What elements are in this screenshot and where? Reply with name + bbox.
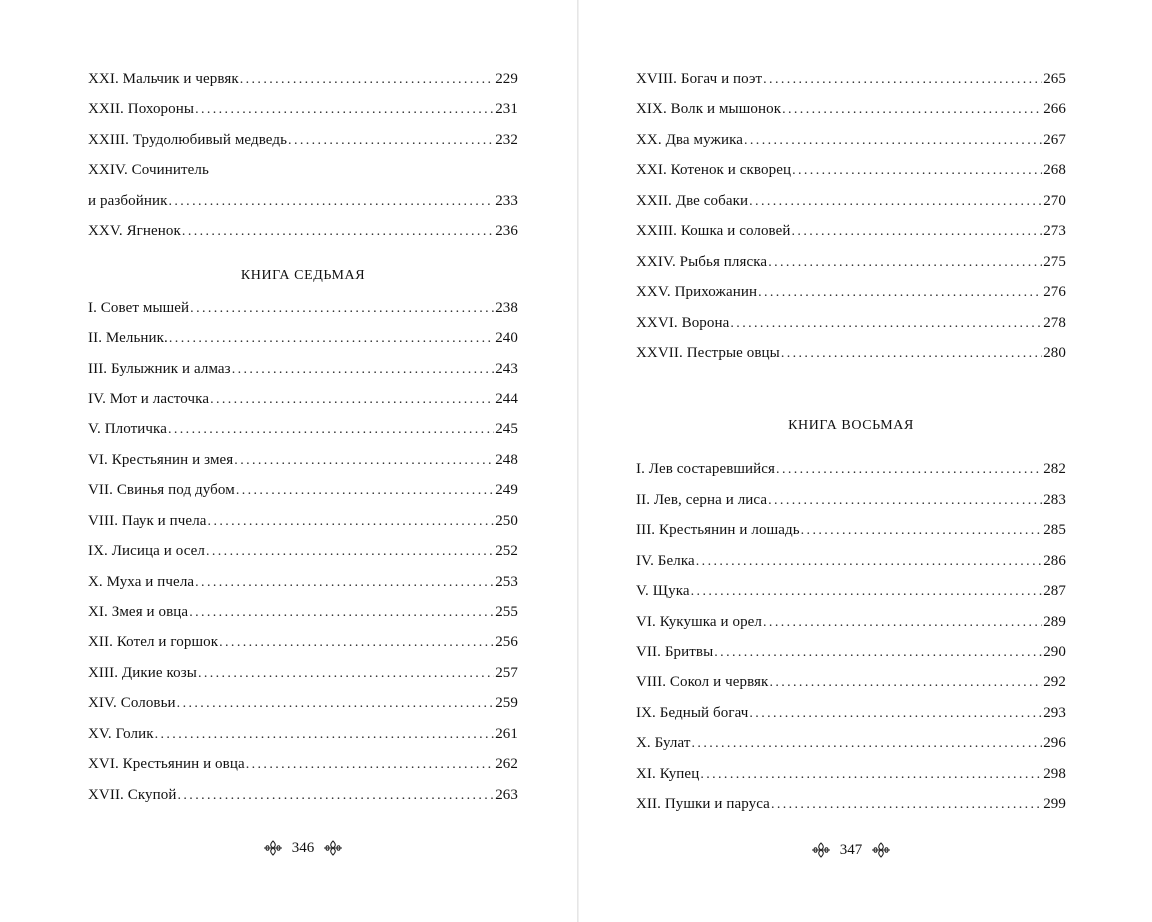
toc-entry-title: XXVI. Ворона xyxy=(636,314,730,331)
toc-entry-title: XVI. Крестьянин и овца xyxy=(88,756,245,773)
toc-entry-title: V. Плотичка xyxy=(88,421,167,438)
fleuron-icon xyxy=(870,841,892,859)
leader-dots xyxy=(771,794,1042,816)
toc-entry-title: XXII. Две собаки xyxy=(636,192,749,209)
toc-entry-title: XI. Купец xyxy=(636,765,700,782)
toc-entry-title: VII. Свинья под дубом xyxy=(88,482,235,499)
book-heading-seventh: КНИГА СЕДЬМАЯ xyxy=(240,267,366,283)
leader-dots xyxy=(700,764,1042,786)
toc-entry-page: 233 xyxy=(495,192,518,209)
leader-dots xyxy=(236,480,494,502)
toc-entry-title: IX. Бедный богач xyxy=(636,704,749,721)
toc-entry-page: 257 xyxy=(495,664,518,681)
leader-dots xyxy=(691,581,1043,603)
toc-entry-page: 262 xyxy=(495,756,518,773)
toc-entry-title: XXI. Котенок и скворец xyxy=(636,162,792,179)
toc-entry xyxy=(88,327,518,357)
toc-entry-page: 278 xyxy=(1043,314,1066,331)
toc-column-right xyxy=(636,68,1066,824)
toc-entry xyxy=(636,580,1066,610)
toc-entry xyxy=(636,458,1066,488)
fleuron-icon xyxy=(322,839,344,857)
page-number-footer xyxy=(636,838,1066,862)
leader-dots xyxy=(749,703,1042,725)
toc-entry-title: XXII. Похороны xyxy=(88,101,195,118)
leader-dots xyxy=(714,642,1042,664)
toc-entry-title: VIII. Сокол и червяк xyxy=(636,674,769,691)
toc-entry xyxy=(88,631,518,661)
toc-entry xyxy=(88,784,518,814)
book-heading-eighth: КНИГА ВОСЬМАЯ xyxy=(788,418,914,434)
toc-list-continued xyxy=(636,68,1066,372)
right-page xyxy=(579,0,1152,922)
toc-entry-title: XXIV. Рыбья пляска xyxy=(636,253,768,270)
toc-entry-page: 248 xyxy=(495,451,518,468)
toc-entry xyxy=(636,68,1066,98)
toc-entry-page: 287 xyxy=(1043,583,1066,600)
toc-column-left xyxy=(88,68,518,814)
toc-entry xyxy=(636,550,1066,580)
toc-entry-page: 253 xyxy=(495,573,518,590)
leader-dots xyxy=(730,313,1042,335)
toc-entry xyxy=(88,723,518,753)
toc-entry-title: X. Муха и пчела xyxy=(88,573,195,590)
toc-entry-page: 231 xyxy=(495,101,518,118)
toc-entry xyxy=(636,489,1066,519)
toc-entry-page: 292 xyxy=(1043,674,1066,691)
toc-entry-page: 245 xyxy=(495,421,518,438)
toc-entry-title: XXVII. Пестрые овцы xyxy=(636,344,780,361)
toc-entry xyxy=(88,510,518,540)
leader-dots xyxy=(177,693,495,715)
toc-list-book-seven xyxy=(88,297,518,814)
leader-dots xyxy=(232,359,494,381)
toc-entry xyxy=(88,571,518,601)
toc-entry-title: XVIII. Богач и поэт xyxy=(636,71,763,87)
toc-entry-page: 259 xyxy=(495,695,518,712)
toc-entry-page: 267 xyxy=(1043,131,1066,148)
leader-dots xyxy=(801,520,1043,542)
leader-dots xyxy=(744,130,1042,152)
toc-entry-title: X. Булат xyxy=(636,735,691,752)
toc-entry-page: 275 xyxy=(1043,253,1066,270)
toc-entry-page: 250 xyxy=(495,512,518,529)
leader-dots xyxy=(234,450,494,472)
toc-list-continued xyxy=(88,68,518,251)
toc-entry-title: XIX. Волк и мышонок xyxy=(636,101,782,118)
toc-entry-page: 298 xyxy=(1043,765,1066,782)
leader-dots xyxy=(168,191,494,213)
toc-entry-title: XIV. Соловьи xyxy=(88,695,176,712)
toc-entry-page: 249 xyxy=(495,482,518,499)
toc-entry-page: 289 xyxy=(1043,613,1066,630)
toc-entry xyxy=(636,312,1066,342)
toc-entry xyxy=(636,98,1066,128)
toc-entry-page: 252 xyxy=(495,543,518,560)
toc-entry-title: XXIII. Трудолюбивый медведь xyxy=(88,131,288,148)
toc-entry-page: 238 xyxy=(495,299,518,316)
toc-entry xyxy=(636,793,1066,823)
toc-entry-page: 240 xyxy=(495,330,518,347)
leader-dots xyxy=(763,69,1042,91)
toc-entry xyxy=(636,641,1066,671)
leader-dots xyxy=(768,252,1042,274)
toc-entry-title: III. Булыжник и алмаз xyxy=(88,360,231,377)
toc-entry-page: 261 xyxy=(495,725,518,742)
fleuron-icon xyxy=(810,841,832,859)
toc-entry xyxy=(88,479,518,509)
toc-entry-title: XXV. Ягненок xyxy=(88,223,181,240)
leader-dots xyxy=(182,221,494,243)
toc-entry xyxy=(636,220,1066,250)
toc-entry xyxy=(88,540,518,570)
toc-entry-title: XX. Два мужика xyxy=(636,131,743,148)
toc-entry-title: IX. Лисица и осел xyxy=(88,543,205,560)
toc-entry xyxy=(636,671,1066,701)
toc-entry xyxy=(636,129,1066,159)
toc-entry-title: I. Лев состаревшийся xyxy=(636,461,776,478)
leader-dots xyxy=(758,282,1042,304)
toc-entry-page: 243 xyxy=(495,360,518,377)
leader-dots xyxy=(246,754,494,776)
toc-entry-title: и разбойник xyxy=(88,192,168,209)
leader-dots xyxy=(768,490,1042,512)
leader-dots xyxy=(195,572,494,594)
toc-entry-title: XVII. Скупой xyxy=(88,786,177,803)
leader-dots xyxy=(208,511,495,533)
toc-entry xyxy=(88,692,518,722)
toc-entry-title: I. Совет мышей xyxy=(88,299,190,316)
leader-dots xyxy=(219,632,494,654)
toc-entry-title: IV. Белка xyxy=(636,552,695,569)
toc-entry xyxy=(636,763,1066,793)
toc-entry-title: XXV. Прихожанин xyxy=(636,284,758,301)
toc-entry-title: XXIV. Сочинитель xyxy=(88,162,209,179)
toc-entry-page: 268 xyxy=(1043,162,1066,179)
toc-entry-title: VI. Крестьянин и змея xyxy=(88,451,234,468)
toc-entry xyxy=(88,418,518,448)
toc-entry-page: 296 xyxy=(1043,735,1066,752)
toc-entry-page: 236 xyxy=(495,223,518,240)
toc-entry xyxy=(636,342,1066,372)
leader-dots xyxy=(240,69,494,91)
toc-entry-title: VIII. Паук и пчела xyxy=(88,512,207,529)
leader-dots xyxy=(792,160,1042,182)
page-number: 346 xyxy=(291,839,315,856)
toc-entry xyxy=(88,601,518,631)
toc-entry-title: XIII. Дикие козы xyxy=(88,664,197,681)
toc-entry xyxy=(88,220,518,250)
leader-dots xyxy=(168,419,494,441)
leader-dots xyxy=(189,602,494,624)
toc-entry-page: 270 xyxy=(1043,192,1066,209)
toc-entry xyxy=(88,297,518,327)
toc-list-book-eight xyxy=(636,458,1066,823)
toc-entry-page: 265 xyxy=(1043,71,1066,87)
leader-dots xyxy=(763,612,1042,634)
toc-entry-title: VI. Кукушка и орел xyxy=(636,613,763,630)
toc-entry-title: VII. Бритвы xyxy=(636,644,714,660)
leader-dots xyxy=(792,221,1043,243)
toc-entry xyxy=(636,732,1066,762)
leader-dots xyxy=(776,459,1042,481)
leader-dots xyxy=(749,191,1042,213)
leader-dots xyxy=(692,733,1043,755)
leader-dots xyxy=(206,541,494,563)
toc-entry-page: 255 xyxy=(495,604,518,620)
toc-entry xyxy=(88,449,518,479)
toc-entry xyxy=(88,129,518,159)
toc-entry-title: V. Щука xyxy=(636,583,690,600)
toc-entry xyxy=(636,611,1066,641)
leader-dots xyxy=(198,663,494,685)
toc-entry-page: 290 xyxy=(1043,644,1066,660)
toc-entry-page: 285 xyxy=(1043,522,1066,539)
fleuron-icon xyxy=(262,839,284,857)
leader-dots xyxy=(782,99,1042,121)
toc-entry-page: 286 xyxy=(1043,552,1066,569)
toc-entry-title: III. Крестьянин и лошадь xyxy=(636,522,800,539)
toc-entry-page: 263 xyxy=(495,786,518,803)
toc-entry-page: 273 xyxy=(1043,223,1066,240)
toc-entry-page: 282 xyxy=(1043,461,1066,478)
toc-entry-title: XII. Пушки и паруса xyxy=(636,796,770,813)
toc-entry-page: 283 xyxy=(1043,491,1066,508)
toc-entry-title: XII. Котел и горшок xyxy=(88,634,219,651)
toc-entry-page: 229 xyxy=(495,71,518,87)
toc-entry-page: 299 xyxy=(1043,796,1066,813)
leader-dots xyxy=(210,389,494,411)
toc-entry xyxy=(88,68,518,98)
toc-entry-title: II. Мельник. xyxy=(88,330,168,347)
toc-entry-page: 293 xyxy=(1043,704,1066,721)
toc-entry-page: 244 xyxy=(495,390,518,407)
toc-entry xyxy=(88,753,518,783)
leader-dots xyxy=(190,298,494,320)
leader-dots xyxy=(178,785,495,807)
toc-entry-title: XV. Голик xyxy=(88,725,154,742)
leader-dots xyxy=(155,724,495,746)
toc-entry xyxy=(88,98,518,128)
leader-dots xyxy=(769,672,1042,694)
toc-entry xyxy=(88,159,518,189)
toc-entry xyxy=(88,662,518,692)
toc-entry xyxy=(636,251,1066,281)
toc-entry xyxy=(88,388,518,418)
toc-entry-title: XXI. Мальчик и червяк xyxy=(88,71,239,87)
toc-entry xyxy=(636,281,1066,311)
toc-entry-title: IV. Мот и ласточка xyxy=(88,390,210,407)
toc-entry-page: 266 xyxy=(1043,101,1066,118)
toc-entry xyxy=(88,190,518,220)
leader-dots xyxy=(169,328,494,350)
page-number-footer xyxy=(88,836,518,860)
toc-entry-page: 232 xyxy=(495,131,518,148)
toc-entry xyxy=(636,159,1066,189)
toc-entry-title: XI. Змея и овца xyxy=(88,604,189,620)
leader-dots xyxy=(288,130,494,152)
toc-entry xyxy=(636,190,1066,220)
toc-entry xyxy=(636,702,1066,732)
toc-entry xyxy=(636,519,1066,549)
toc-entry-page: 276 xyxy=(1043,284,1066,301)
toc-entry-page: 280 xyxy=(1043,344,1066,361)
toc-entry-page: 256 xyxy=(495,634,518,651)
toc-entry xyxy=(88,358,518,388)
leader-dots xyxy=(781,343,1042,365)
leader-dots xyxy=(195,99,494,121)
toc-entry-title: II. Лев, серна и лиса xyxy=(636,491,768,508)
leader-dots xyxy=(696,551,1042,573)
toc-entry-title: XXIII. Кошка и соловей xyxy=(636,223,791,240)
page-number: 347 xyxy=(839,841,863,858)
